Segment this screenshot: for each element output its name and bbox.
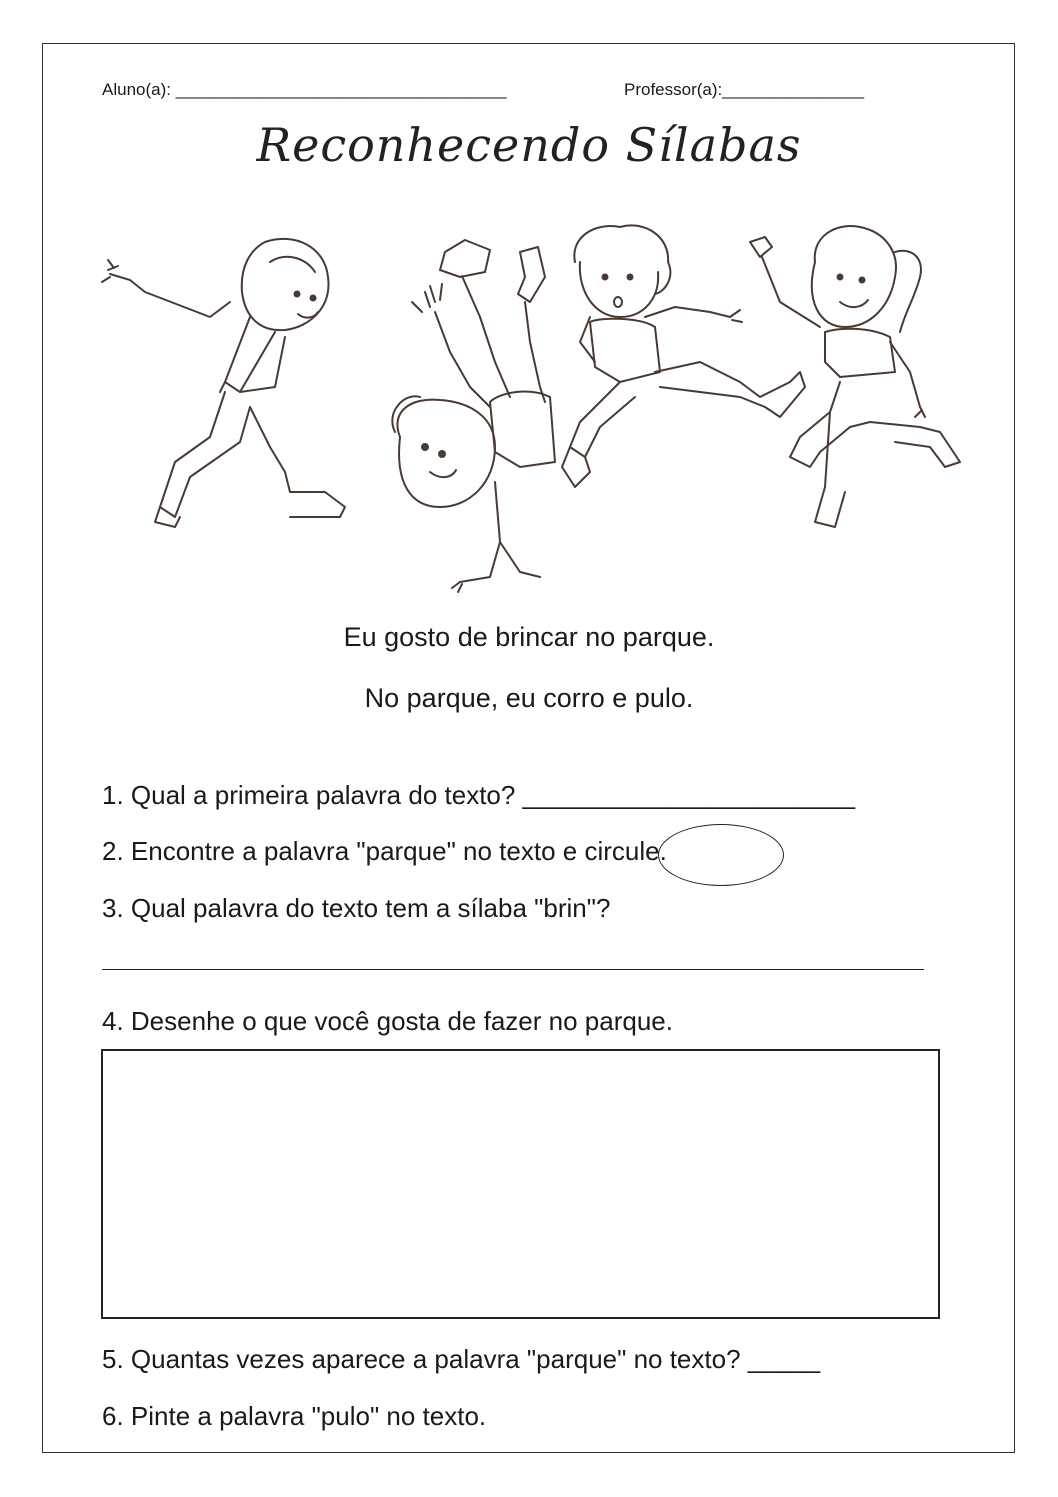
children-dancing-icon (100, 222, 970, 602)
question-1: 1. Qual a primeira palavra do texto? _______________________ (102, 780, 856, 810)
question-4: 4. Desenhe o que você gosta de fazer no parque. (102, 1006, 673, 1036)
question-5: 5. Quantas vezes aparece a palavra "parque" no texto? _____ (102, 1344, 821, 1374)
page-title: Reconhecendo Sílabas (256, 118, 802, 172)
story-line-1: Eu gosto de brincar no parque. (343, 622, 715, 652)
question-2 (102, 836, 667, 867)
child-girl-ponytail-figure (750, 226, 960, 527)
child-hoodie-figure (102, 239, 345, 527)
child-curly-hair-figure (562, 225, 805, 487)
drawing-box[interactable] (101, 1049, 940, 1319)
circle-annotation (658, 824, 784, 886)
question-6: 6. Pinte a palavra "pulo" no texto. (102, 1401, 487, 1431)
circled-word: circule. (584, 836, 667, 866)
question-3: 3. Qual palavra do texto tem a sílaba "brin"? (102, 893, 611, 923)
answer-line-3[interactable] (102, 969, 924, 970)
question-2-text: 2. Encontre a palavra "parque" no texto e (102, 836, 585, 866)
header (102, 80, 932, 106)
child-handstand-figure (392, 240, 555, 592)
teacher-name-field[interactable]: Professor(a):_______________ (624, 80, 865, 99)
story-line-2: No parque, eu corro e pulo. (364, 683, 694, 713)
student-name-field[interactable]: Aluno(a): ___________________________________ (102, 80, 507, 99)
